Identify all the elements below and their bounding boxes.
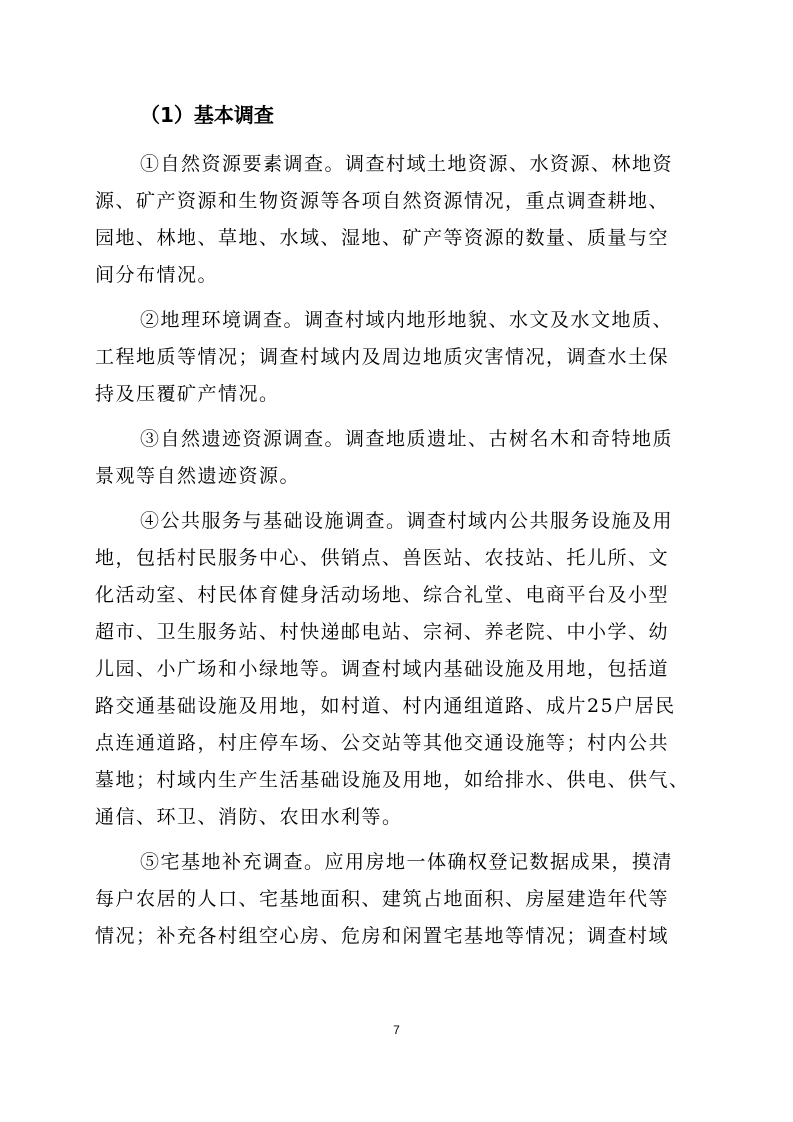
- text-line: ⑤宅基地补充调查。应用房地一体确权登记数据成果，摸清: [140, 851, 674, 873]
- text-line: 每户农居的人口、宅基地面积、建筑占地面积、房屋建造年代等: [95, 888, 670, 910]
- text-line: 源、矿产资源和生物资源等各项自然资源情况，重点调查耕地、: [95, 190, 670, 212]
- paragraph-natural-resources: [95, 146, 700, 294]
- text-line: ①自然资源要素调查。调查村域土地资源、水资源、林地资: [140, 153, 674, 175]
- paragraph-public-services: [95, 503, 700, 836]
- text-line: 园地、林地、草地、水域、湿地、矿产等资源的数量、质量与空: [95, 227, 670, 249]
- text-line: 点连通道路，村庄停车场、公交站等其他交通设施等；村内公共: [95, 732, 670, 754]
- text-line: 通信、环卫、消防、农田水利等。: [95, 806, 403, 828]
- page-number: 7: [393, 1023, 400, 1037]
- paragraph-homestead-survey: [95, 844, 700, 955]
- section-heading: （1）基本调查: [140, 103, 274, 127]
- text-line: ②地理环境调查。调查村域内地形地貌、水文及水文地质、: [140, 309, 674, 331]
- body-text: [95, 146, 700, 963]
- text-line: 地，包括村民服务中心、供销点、兽医站、农技站、托儿所、文: [95, 547, 670, 569]
- text-line: ③自然遗迹资源调查。调查地质遗址、古树名木和奇特地质: [140, 428, 674, 450]
- text-line: 墓地；村域内生产生活基础设施及用地，如给排水、供电、供气、: [95, 769, 690, 791]
- paragraph-natural-heritage: [95, 421, 700, 495]
- text-line: 化活动室、村民体育健身活动场地、综合礼堂、电商平台及小型: [95, 584, 670, 606]
- text-line: 持及压覆矿产情况。: [95, 383, 280, 405]
- paragraph-geographic-environment: [95, 302, 700, 413]
- text-line: 景观等自然遗迹资源。: [95, 465, 301, 487]
- text-line: 工程地质等情况；调查村域内及周边地质灾害情况，调查水土保: [95, 346, 670, 368]
- text-line: 间分布情况。: [95, 264, 219, 286]
- text-line: 情况；补充各村组空心房、危房和闲置宅基地等情况；调查村域: [95, 925, 670, 947]
- text-line: 路交通基础设施及用地，如村道、村内通组道路、成片25户居民: [95, 695, 676, 717]
- text-line: 儿园、小广场和小绿地等。调查村域内基础设施及用地，包括道: [95, 658, 670, 680]
- text-line: 超市、卫生服务站、村快递邮电站、宗祠、养老院、中小学、幼: [95, 621, 670, 643]
- text-line: ④公共服务与基础设施调查。调查村域内公共服务设施及用: [140, 510, 674, 532]
